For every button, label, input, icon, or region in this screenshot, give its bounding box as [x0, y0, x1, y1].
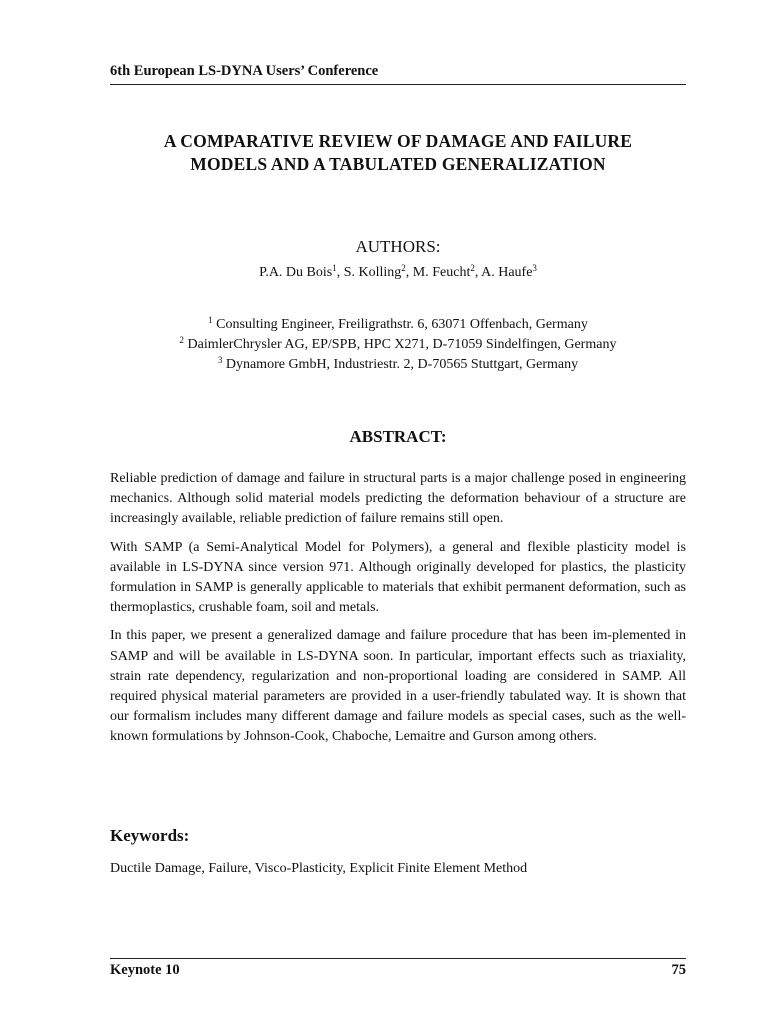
author-list [110, 265, 686, 281]
footer-section-label: Keynote 10 [110, 962, 180, 978]
author-separator: , [336, 265, 344, 280]
author-kolling [344, 265, 413, 280]
running-header [110, 61, 686, 85]
affiliation-3 [110, 355, 686, 375]
footer-row [110, 962, 686, 979]
author-separator: , [405, 265, 413, 280]
affiliation-text: DaimlerChrysler AG, EP/SPB, HPC X271, D-71059 Sindelfingen, Germany [184, 337, 617, 352]
paper-title [110, 130, 686, 176]
author-affiliation-marker: 3 [532, 263, 537, 273]
author-affiliation-marker: 2 [470, 263, 475, 273]
footer-rule [110, 958, 686, 959]
abstract-heading: ABSTRACT: [349, 427, 447, 446]
affiliation-text: Consulting Engineer, Freiligrathstr. 6, 63071 Offenbach, Germany [212, 317, 588, 332]
affiliation-marker: 2 [179, 335, 185, 345]
affiliation-list [110, 315, 686, 375]
conference-name: 6th European LS-DYNA Users’ Conference [110, 63, 379, 79]
keywords-text: Ductile Damage, Failure, Visco-Plasticity, Explicit Finite Element Method [110, 861, 528, 876]
author-name: M. Feucht [412, 265, 471, 280]
page-number: 75 [671, 962, 686, 978]
abstract-paragraph-2: With SAMP (a Semi-Analytical Model for Polymers), a general and flexible plasticity model is available in LS-DYNA since version 971. Although originally developed for plastics, the plasticity formulation in SAMP is generally applicable to materials that exhibit permanent deformation, such as thermoplastics, crushable foam, soil and metals. [110, 539, 686, 616]
page-footer [110, 958, 686, 979]
affiliation-text: Dynamore GmbH, Industriestr. 2, D-70565 Stuttgart, Germany [222, 357, 579, 372]
affiliation-2 [110, 335, 686, 355]
title-line-1: A COMPARATIVE REVIEW OF DAMAGE AND FAILURE [163, 131, 633, 151]
abstract-paragraph-1: Reliable prediction of damage and failure in structural parts is a major challenge posed in engineering mechanics. Although solid material models predicting the deformation behaviour of a structure are increasingly available, reliable prediction of failure remains still open. [110, 471, 686, 527]
authors-heading: AUTHORS: [355, 237, 441, 256]
author-affiliation-marker: 1 [332, 263, 337, 273]
affiliation-marker: 1 [208, 315, 213, 325]
abstract-body [110, 469, 686, 756]
author-name: A. Haufe [481, 265, 533, 280]
author-name: P.A. Du Bois [259, 265, 333, 280]
keywords-heading: Keywords: [110, 826, 190, 845]
abstract-paragraph-3: In this paper, we present a generalized damage and failure procedure that has been im-plemented in SAMP and will be available in LS-DYNA soon. In particular, important effects such as triaxiality, strain rate dependency, regularization and non-proportional loading are considered in SAMP. All required physical material parameters are provided in a user-friendly tabulated way. It is shown that our formalism includes many different damage and failure models as special cases, such as the well-known formulations by Johnson-Cook, Chaboche, Lemaitre and Gurson among others. [110, 628, 686, 745]
author-affiliation-marker: 2 [401, 263, 406, 273]
author-du-bois [259, 265, 344, 280]
author-separator: , [474, 265, 482, 280]
author-feucht [413, 265, 481, 280]
author-haufe [481, 265, 537, 280]
affiliation-marker: 3 [217, 355, 223, 365]
author-name: S. Kolling [343, 265, 402, 280]
affiliation-1 [110, 315, 686, 335]
title-line-2: MODELS AND A TABULATED GENERALIZATION [190, 154, 606, 174]
header-rule [110, 84, 686, 85]
